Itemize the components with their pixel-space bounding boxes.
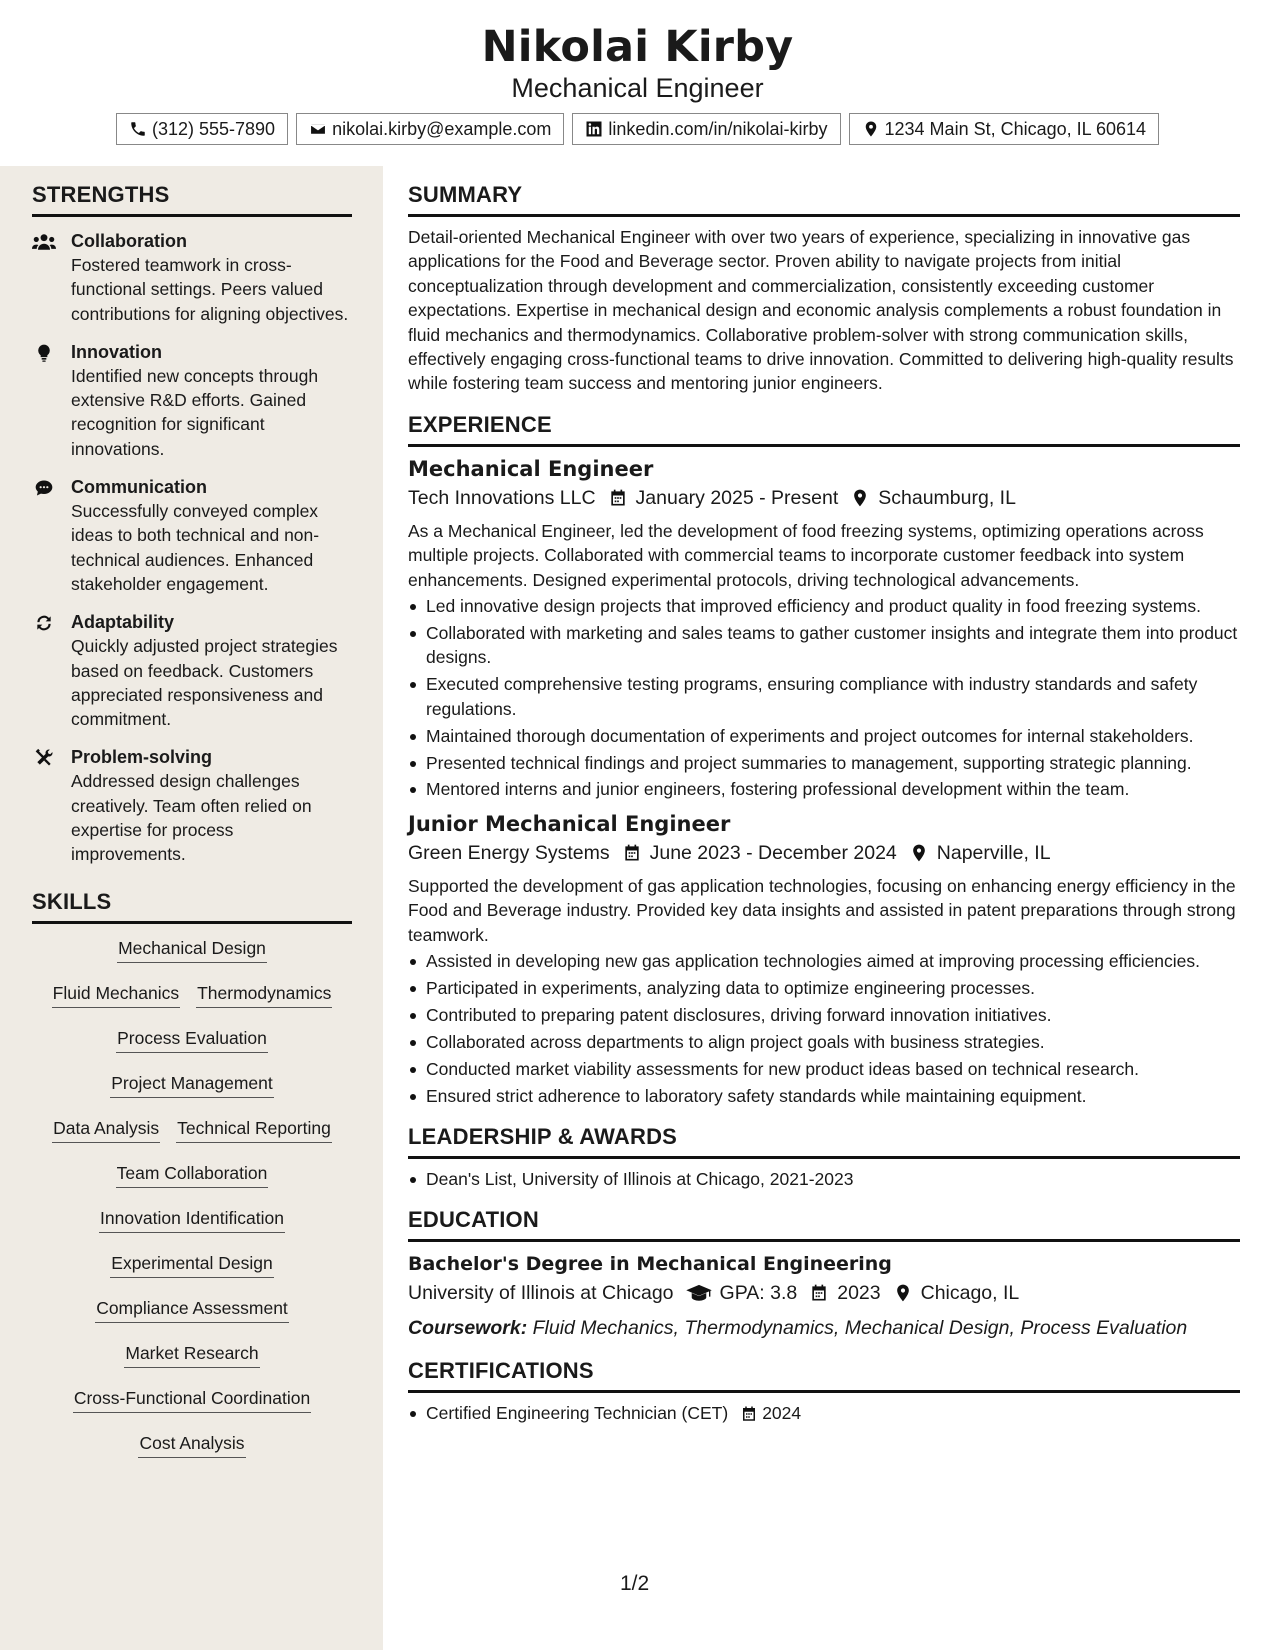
list-item: Dean's List, University of Illinois at Chicago, 2021-2023: [408, 1167, 1240, 1191]
skills-heading: SKILLS: [32, 889, 352, 924]
calendar-icon: [740, 1405, 758, 1423]
list-item: Maintained thorough documentation of experiments and project outcomes for internal stakeholders.: [408, 724, 1240, 748]
chat-icon: [32, 478, 56, 498]
leadership-heading: LEADERSHIP & AWARDS: [408, 1124, 1240, 1159]
strength-item: [32, 340, 352, 461]
phone-icon: [129, 120, 147, 138]
list-item: Collaborated with marketing and sales teams to gather customer insights and integrate them into product designs.: [408, 621, 1240, 670]
strength-desc: Successfully conveyed complex ideas to both technical and non-technical audiences. Enhanced stakeholder engagement.: [71, 501, 320, 594]
skill-tag: Project Management: [110, 1071, 273, 1098]
list-item: Collaborated across departments to align project goals with business strategies.: [408, 1030, 1240, 1054]
job-meta: [408, 838, 1240, 868]
skill-tag: Mechanical Design: [117, 936, 267, 963]
strength-name: Collaboration: [71, 231, 187, 251]
phone-text: (312) 555-7890: [151, 118, 276, 139]
contact-linkedin[interactable]: [572, 113, 840, 145]
strength-desc: Identified new concepts through extensive R&D efforts. Gained recognition for significant innovations.: [71, 365, 319, 459]
list-item: Presented technical findings and project summaries to management, supporting strategic planning.: [408, 751, 1240, 775]
candidate-name: Nikolai Kirby: [481, 22, 794, 72]
job-bullets: [408, 949, 1240, 1108]
envelope-icon: [309, 120, 327, 138]
contact-bar: [0, 113, 1275, 145]
coursework: [408, 1314, 1240, 1342]
education-meta: [408, 1278, 1240, 1308]
list-item: Executed comprehensive testing programs, ensuring compliance with industry standards and safety regulations.: [408, 672, 1240, 721]
graduation-cap-icon: [686, 1283, 712, 1303]
lightbulb-icon: [32, 343, 56, 363]
list-item: Participated in experiments, analyzing data to optimize engineering processes.: [408, 976, 1240, 1000]
calendar-icon: [809, 1283, 829, 1303]
linkedin-text: linkedin.com/in/nikolai-kirby: [608, 118, 828, 139]
certifications-heading: CERTIFICATIONS: [408, 1358, 1240, 1393]
certification-name: Certified Engineering Technician (CET): [426, 1403, 729, 1424]
strength-desc: Addressed design challenges creatively. Team often relied on expertise for process improvements.: [71, 771, 312, 865]
strength-desc: Fostered teamwork in cross-functional settings. Peers valued contributions for aligning objectives.: [71, 255, 349, 324]
map-pin-icon: [893, 1283, 913, 1303]
skill-tag: Cost Analysis: [138, 1431, 245, 1458]
skill-tag: Cross-Functional Coordination: [73, 1386, 311, 1413]
job-dates: June 2023 - December 2024: [649, 841, 897, 864]
map-pin-icon: [909, 843, 929, 863]
list-item: Conducted market viability assessments for new product ideas based on technical research.: [408, 1057, 1240, 1081]
skill-tag: Market Research: [124, 1341, 259, 1368]
tools-icon: [32, 748, 56, 768]
job-company: Green Energy Systems: [408, 841, 610, 864]
contact-address[interactable]: [849, 113, 1160, 145]
skill-tag: Innovation Identification: [99, 1206, 285, 1233]
strength-item: [32, 610, 352, 731]
calendar-icon: [608, 488, 628, 508]
job-entry: [408, 810, 1240, 1108]
school-name: University of Illinois at Chicago: [408, 1282, 674, 1305]
leadership-list: [408, 1167, 1240, 1191]
skill-tag: Thermodynamics: [196, 981, 332, 1008]
coursework-list: Fluid Mechanics, Thermodynamics, Mechanical Design, Process Evaluation: [532, 1317, 1188, 1340]
strength-name: Adaptability: [71, 612, 175, 633]
summary-heading: SUMMARY: [408, 182, 1240, 217]
job-company: Tech Innovations LLC: [408, 486, 596, 509]
list-item: Led innovative design projects that improved efficiency and product quality in food freezing systems.: [408, 594, 1240, 618]
job-description: As a Mechanical Engineer, led the development of food freezing systems, optimizing operations across multiple projects. Collaborated with commercial teams to incorporate customer feedback into system enhancements. Designed experimental protocols, driving technological advancements.: [408, 520, 1204, 590]
job-location: Schaumburg, IL: [878, 486, 1016, 509]
list-item: Mentored interns and junior engineers, fostering professional development within the team.: [408, 777, 1240, 801]
job-title: Junior Mechanical Engineer: [408, 811, 731, 836]
strength-item: [32, 229, 352, 326]
job-location: Naperville, IL: [936, 841, 1051, 864]
certification-year: 2024: [762, 1403, 802, 1424]
map-pin-icon: [850, 488, 870, 508]
strength-name: Innovation: [71, 341, 162, 362]
gpa: GPA: 3.8: [719, 1282, 798, 1305]
degree-name: Bachelor's Degree in Mechanical Engineering: [408, 1253, 892, 1276]
education-heading: EDUCATION: [408, 1207, 1240, 1242]
strength-item: [32, 475, 352, 596]
skill-tag: Compliance Assessment: [95, 1296, 289, 1323]
graduation-year: 2023: [837, 1282, 881, 1305]
strengths-heading: STRENGTHS: [32, 182, 352, 217]
skill-tag: Process Evaluation: [116, 1026, 268, 1053]
job-bullets: [408, 594, 1240, 802]
job-dates: January 2025 - Present: [635, 486, 839, 509]
strength-name: Problem-solving: [71, 747, 213, 768]
list-item: Contributed to preparing patent disclosures, driving forward innovation initiatives.: [408, 1003, 1240, 1027]
page-number: 1/2: [620, 1572, 650, 1595]
skills-list: [32, 936, 352, 1476]
skill-tag: Experimental Design: [110, 1251, 273, 1278]
list-item: [408, 1401, 1240, 1425]
certifications-list: [408, 1401, 1240, 1425]
job-entry: [408, 455, 1240, 802]
job-title: Mechanical Engineer: [408, 456, 654, 481]
skill-tag: Team Collaboration: [116, 1161, 269, 1188]
school-location: Chicago, IL: [920, 1282, 1020, 1305]
strength-name: Communication: [71, 477, 208, 498]
job-description: Supported the development of gas application technologies, focusing on enhancing energy efficiency in the Food and Beverage industry. Provided key data insights and assisted in patent preparations through strong teamwork.: [408, 875, 1236, 945]
sidebar: [0, 166, 383, 1650]
list-item: Assisted in developing new gas application technologies aimed at improving processing efficiencies.: [408, 949, 1240, 973]
address-text: 1234 Main St, Chicago, IL 60614: [884, 118, 1147, 139]
strength-item: [32, 745, 352, 866]
skill-tag: Fluid Mechanics: [52, 981, 180, 1008]
email-text: nikolai.kirby@example.com: [332, 118, 552, 139]
coursework-label: Coursework:: [408, 1317, 528, 1340]
refresh-icon: [32, 613, 56, 633]
candidate-title: Mechanical Engineer: [511, 73, 764, 103]
job-meta: [408, 483, 1240, 513]
linkedin-icon: [585, 120, 603, 138]
skill-tag: Technical Reporting: [176, 1116, 332, 1143]
contact-email[interactable]: [296, 113, 564, 145]
map-pin-icon: [862, 120, 880, 138]
strength-desc: Quickly adjusted project strategies based on feedback. Customers appreciated responsiveness and commitment.: [71, 636, 338, 730]
skill-tag: Data Analysis: [52, 1116, 160, 1143]
calendar-icon: [622, 843, 642, 863]
list-item: Ensured strict adherence to laboratory safety standards while maintaining equipment.: [408, 1084, 1240, 1108]
experience-heading: EXPERIENCE: [408, 412, 1240, 447]
summary-text: Detail-oriented Mechanical Engineer with over two years of experience, specializing in innovative gas applications for the Food and Beverage sector. Proven ability to navigate projects from initial conceptualization through development and commercialization, consistently exceeding customer expectations. Expertise in mechanical design and economic analysis complements a robust foundation in fluid mechanics and thermodynamics. Collaborative problem-solver with strong communication skills, effectively engaging cross-functional teams to drive innovation. Committed to delivering high-quality results while fostering team success and mentoring junior engineers.: [408, 227, 1234, 394]
main-content: [408, 166, 1240, 1428]
resume-header: [0, 0, 1275, 166]
users-icon: [32, 232, 56, 252]
contact-phone[interactable]: [116, 113, 288, 145]
